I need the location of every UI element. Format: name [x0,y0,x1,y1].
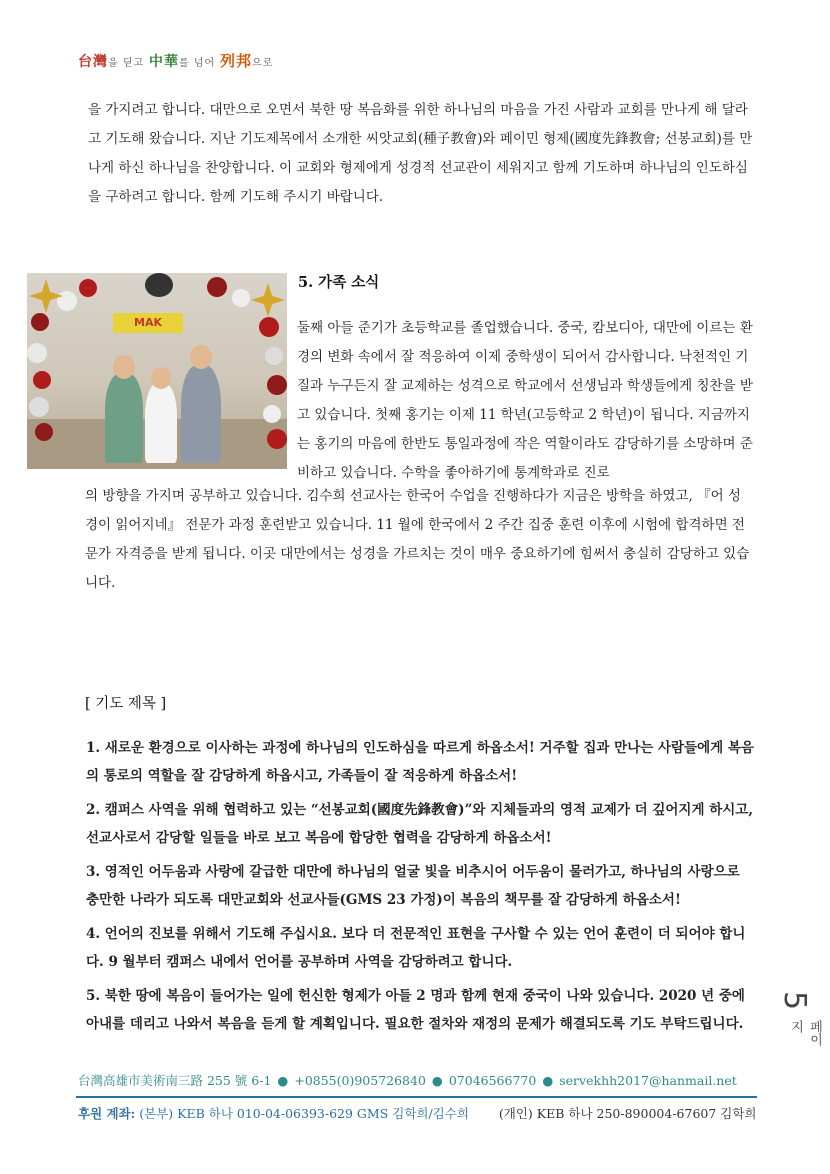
account-personal: (개인) KEB 하나 250-890004-67607 김학희 [498,1106,757,1121]
prayer-item: 1. 새로운 환경으로 이사하는 과정에 하나님의 인도하심을 따르게 하옵소서! 거주할 집과 만나는 사람들에게 복음의 통로의 역할을 잘 감당하게 하옵시고, 가족들이 잘 적응하게 하옵소서! [86,740,754,784]
header-part2-tail: 를 넘어 [179,58,216,69]
prayer-heading: [ 기도 제목 ] [85,696,167,712]
balloon [232,289,250,307]
prayer-item: 3. 영적인 어두움과 사랑에 갈급한 대만에 하나님의 얼굴 빛을 비추시어 어두움이 물러가고, 하나님의 사랑으로 충만한 나라가 되도록 대만교회와 선교사들(GMS 23 가정)이 복음의 책무를 잘 감당하게 하옵소서! [86,864,740,908]
person-son [145,383,177,463]
prayer-item: 5. 북한 땅에 복음이 들어가는 일에 헌신한 형제가 아들 2 명과 함께 현재 중국이 나와 있습니다. 2020 년 중에 아내를 데리고 나와서 복음을 듣게 할 계획입니다. 필요한 절차와 재정의 문제가 해결되도록 기도 부탁드립니다. [86,988,745,1032]
balloon [57,291,77,311]
person-mother-head [113,355,135,379]
account-label: 후원 계좌: [78,1106,136,1121]
balloon [79,279,97,297]
balloon [29,397,49,417]
person-son-head [151,367,171,389]
bullet-icon: ● [431,1073,443,1088]
balloon [259,317,279,337]
account-line [78,1104,757,1122]
family-paragraph-full: 의 방향을 가지며 공부하고 있습니다. 김수희 선교사는 한국어 수업을 진행하다가 지금은 방학을 하였고, 『어 성경이 읽어지네』 전문가 과정 훈련받고 있습니다. 11 월에 한국에서 2 주간 집중 훈련 이후에 시험에 합격하면 전문가 자격증을 받게 됩니다. 이곳 대만에서는 성경을 가르치는 것이 매우 중요하기에 힘써서 충실히 감당하고 있습니다. [85,488,750,591]
star-balloon-right [251,283,285,317]
footer-email[interactable]: servekhh2017@hanmail.net [559,1073,737,1088]
balloon [27,343,47,363]
balloon [35,423,53,441]
family-section-title: 5. 가족 소식 [298,274,380,291]
intro-paragraph: 을 가지려고 합니다. 대만으로 오면서 북한 땅 복음화를 위한 하나님의 마음을 가진 사람과 교회를 만나게 해 달라고 기도해 왔습니다. 지난 기도제목에서 소개한 씨앗교회(種子教會)와 페이민 형제(國度先鋒教會; 선봉교회)를 만나게 하신 하나님을 찬양합니다. 이 교회와 형제에게 성경적 선교관이 세워지고 함께 기도하며 하나님의 인도하심을 구하려고 합니다. 함께 기도해 주시기 바랍니다. [88,102,753,205]
header-part3: 列邦 [220,52,253,70]
balloon [145,273,173,297]
balloon [263,405,281,423]
contact-line [78,1071,737,1089]
balloon [33,371,51,389]
person-mother [105,373,143,463]
person-father [181,365,221,463]
header-part3-tail: 으로 [252,58,274,69]
header-part2: 中華 [149,54,179,70]
bullet-icon: ● [277,1073,289,1088]
footer-divider [76,1096,757,1098]
family-paragraph-right: 둘째 아들 준기가 초등학교를 졸업했습니다. 중국, 캄보디아, 대만에 이르는 환경의 변화 속에서 잘 적응하여 이제 중학생이 되어서 감사합니다. 낙천적인 기질과 누구든지 잘 교제하는 성격으로 학교에서 선생님과 학생들에게 칭찬을 받고 있습니다. 첫째 홍기는 이제 11 학년(고등학교 2 학년)이 됩니다. 지금까지는 홍기의 마음에 한반도 통일과정에 작은 역할이라도 감당하기를 소망하며 준비하고 있습니다. 수학을 좋아하기에 통계학과로 진로 [297,320,753,481]
footer-address: 台灣高雄市美術南三路 255 號 6-1 [78,1073,272,1088]
bullet-icon: ● [542,1073,554,1088]
page-label: 페이지 [788,1020,822,1046]
balloon [267,429,287,449]
account-main: (본부) KEB 하나 010-04-06393-629 GMS 김학희/김수희 [139,1106,469,1121]
page-header [78,50,273,71]
footer-phone1: +0855(0)905726840 [294,1073,426,1088]
page-marker [776,985,822,1055]
person-father-head [190,345,212,369]
header-part1-tail: 을 딛고 [108,58,145,69]
prayer-item: 2. 캠퍼스 사역을 위해 협력하고 있는 “선봉교회(國度先鋒教會)”와 지체들과의 영적 교제가 더 깊어지게 하시고, 선교사로서 감당할 일들을 바로 보고 복음에 합당한 협력을 감당하게 하옵소서! [86,802,754,846]
balloon [267,375,287,395]
family-photo [27,273,287,469]
balloon [31,313,49,331]
prayer-item: 4. 언어의 진보를 위해서 기도해 주십시요. 보다 더 전문적인 표현을 구사할 수 있는 언어 훈련이 더 되어야 합니다. 9 월부터 캠퍼스 내에서 언어를 공부하며 사역을 감당하려고 합니다. [86,926,746,970]
header-part1: 台灣 [78,54,108,70]
balloon [265,347,283,365]
star-balloon-left [29,279,63,313]
page-number: 5 [777,991,812,1011]
footer-phone2: 07046566770 [448,1073,537,1088]
balloon [207,277,227,297]
photo-banner: MAK [113,313,183,333]
